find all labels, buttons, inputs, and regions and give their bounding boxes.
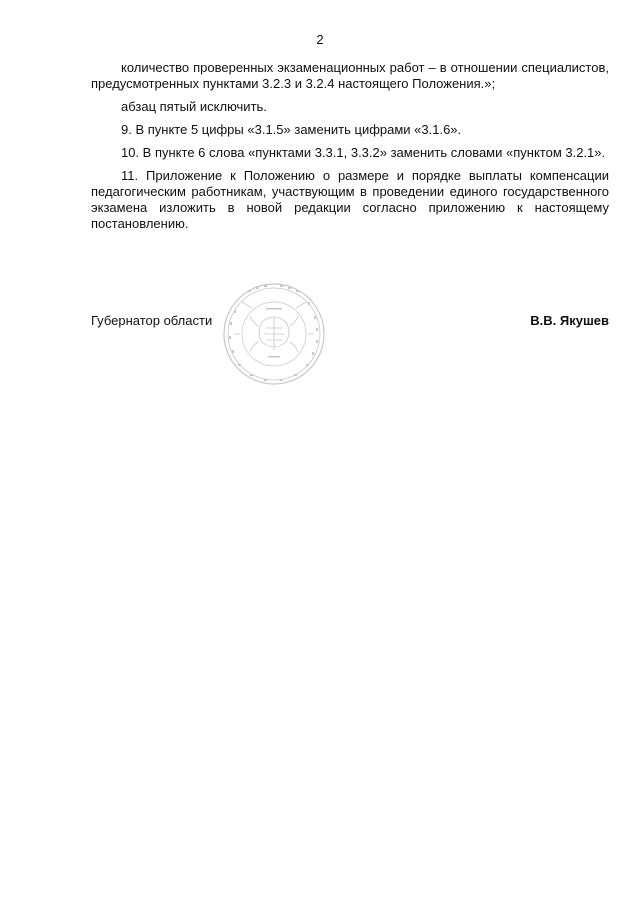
- paragraph-4: 10. В пункте 6 слова «пунктами 3.3.1, 3.3.2» заменить словами «пунктом 3.2.1».: [121, 145, 606, 160]
- paragraph-2: абзац пятый исключить.: [121, 99, 267, 114]
- page-number: 2: [316, 32, 324, 47]
- signatory-name: В.В. Якушев: [530, 313, 609, 328]
- signatory-title: Губернатор области: [91, 313, 213, 328]
- paragraph-1: количество проверенных экзаменационных работ – в отношении специалистов, предусмотренных пунктами 3.2.3 и 3.2.4 настоящего Положения.»;: [91, 60, 609, 91]
- document-body: [91, 60, 609, 239]
- paragraph-3: 9. В пункте 5 цифры «3.1.5» заменить цифрами «3.1.6».: [121, 122, 462, 137]
- official-seal-icon: [222, 282, 326, 386]
- paragraph-5: 11. Приложение к Положению о размере и порядке выплаты компенсации педагогическим работникам, участвующим в проведении единого государственного экзамена изложить в новой редакции согласно приложению к настоящему постановлению.: [91, 168, 609, 231]
